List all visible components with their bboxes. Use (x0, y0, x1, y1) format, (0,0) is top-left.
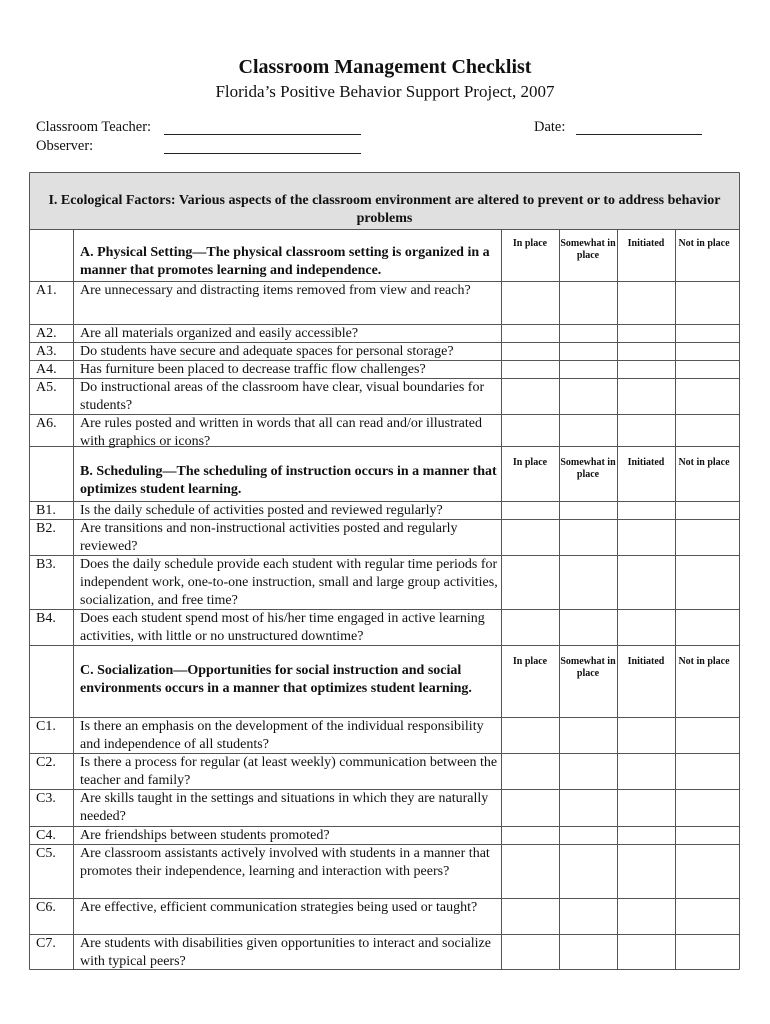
rating-column-header: In place (512, 457, 548, 468)
rating-cell[interactable] (618, 718, 675, 753)
rating-column-header: In place (512, 656, 548, 667)
item-question: Are transitions and non-instructional activities posted and regularly reviewed? (80, 521, 458, 554)
rating-cell[interactable] (560, 520, 617, 555)
rating-cell[interactable] (676, 718, 740, 753)
observer-label: Observer: (36, 138, 94, 154)
item-question: Are effective, efficient communication strategies being used or taught? (80, 900, 478, 915)
rating-cell[interactable] (560, 610, 617, 645)
teacher-label: Classroom Teacher: (36, 119, 152, 135)
rating-cell[interactable] (676, 282, 740, 324)
teacher-line[interactable] (164, 134, 361, 135)
item-question: Is there an emphasis on the development of the individual responsibility and independence of all students? (80, 719, 484, 752)
rating-column-header: Not in place (678, 656, 730, 667)
rating-cell[interactable] (618, 361, 675, 378)
rating-cell[interactable] (676, 520, 740, 555)
item-code: C1. (36, 719, 56, 734)
rating-cell[interactable] (676, 343, 740, 360)
rating-column-header: Initiated (627, 457, 665, 468)
rating-cell[interactable] (560, 790, 617, 826)
rating-cell[interactable] (560, 754, 617, 789)
rating-column-header: Initiated (627, 656, 665, 667)
item-code: A3. (36, 344, 57, 359)
page-subtitle: Florida’s Positive Behavior Support Project, 2007 (215, 82, 555, 101)
date-label: Date: (534, 119, 566, 135)
item-question: Are unnecessary and distracting items removed from view and reach? (80, 283, 471, 298)
rating-cell[interactable] (618, 827, 675, 844)
rating-cell[interactable] (502, 845, 559, 898)
item-question: Does each student spend most of his/her time engaged in active learning activities, with little or no unstructured downtime? (80, 611, 485, 644)
rating-cell[interactable] (502, 415, 559, 446)
rating-cell[interactable] (502, 520, 559, 555)
item-code: C7. (36, 936, 56, 951)
rating-column-header: Not in place (678, 457, 730, 468)
checklist-table (29, 172, 740, 970)
rating-cell[interactable] (618, 379, 675, 414)
rating-cell[interactable] (618, 935, 675, 970)
rating-cell[interactable] (502, 610, 559, 645)
banner-text: I. Ecological Factors: Various aspects of the classroom environment are altered to prevent or to address behavior problems (48, 193, 721, 226)
observer-line[interactable] (164, 153, 361, 154)
rating-cell[interactable] (676, 361, 740, 378)
rating-cell[interactable] (618, 520, 675, 555)
rating-cell[interactable] (560, 379, 617, 414)
page-title: Classroom Management Checklist (238, 56, 532, 78)
item-code: C3. (36, 791, 56, 806)
rating-cell[interactable] (618, 415, 675, 446)
rating-cell[interactable] (676, 754, 740, 789)
rating-column-header: Somewhat in place (560, 457, 616, 480)
rating-column-header: Somewhat in place (560, 238, 616, 261)
rating-cell[interactable] (502, 325, 559, 342)
rating-cell[interactable] (502, 718, 559, 753)
item-code: A1. (36, 283, 57, 298)
item-code: A4. (36, 362, 57, 377)
rating-cell[interactable] (560, 361, 617, 378)
item-question: Is there a process for regular (at least weekly) communication between the teacher and family? (80, 755, 498, 788)
rating-cell[interactable] (502, 790, 559, 826)
rating-cell[interactable] (618, 282, 675, 324)
rating-cell[interactable] (560, 502, 617, 519)
item-question: Has furniture been placed to decrease traffic flow challenges? (80, 362, 426, 377)
rating-cell[interactable] (560, 935, 617, 970)
rating-cell[interactable] (618, 556, 675, 609)
section-title[interactable]: B. Scheduling—The scheduling of instruction occurs in a manner that optimizes student learning. (80, 464, 497, 497)
item-code: C2. (36, 755, 56, 770)
rating-cell[interactable] (560, 415, 617, 446)
rating-cell[interactable] (560, 827, 617, 844)
rating-cell[interactable] (560, 325, 617, 342)
rating-cell[interactable] (676, 325, 740, 342)
rating-cell[interactable] (676, 827, 740, 844)
rating-cell[interactable] (676, 379, 740, 414)
rating-cell[interactable] (502, 935, 559, 970)
rating-cell[interactable] (502, 379, 559, 414)
rating-cell[interactable] (676, 610, 740, 645)
rating-cell[interactable] (560, 282, 617, 324)
rating-cell[interactable] (676, 935, 740, 970)
rating-cell[interactable] (618, 845, 675, 898)
rating-cell[interactable] (502, 827, 559, 844)
rating-cell[interactable] (502, 502, 559, 519)
item-question: Does the daily schedule provide each student with regular time periods for independent work, one-to-one instruction, small and large group activities, socialization, and free time? (80, 557, 498, 608)
rating-cell[interactable] (560, 718, 617, 753)
item-question: Are students with disabilities given opportunities to interact and socialize with typical peers? (80, 936, 491, 969)
rating-cell[interactable] (676, 790, 740, 826)
item-question: Are rules posted and written in words that all can read and/or illustrated with graphics or icons? (80, 416, 482, 449)
rating-cell[interactable] (676, 556, 740, 609)
rating-cell[interactable] (676, 502, 740, 519)
rating-cell[interactable] (676, 415, 740, 446)
rating-cell[interactable] (676, 845, 740, 898)
section-title[interactable]: A. Physical Setting—The physical classroom setting is organized in a manner that promotes learning and independence. (80, 245, 490, 278)
item-code: B3. (36, 557, 56, 572)
item-question: Are classroom assistants actively involved with students in a manner that promotes their independence, learning and interaction with peers? (80, 846, 490, 879)
rating-cell[interactable] (618, 325, 675, 342)
item-code: B2. (36, 521, 56, 536)
rating-column-header: Somewhat in place (560, 656, 616, 679)
rating-cell[interactable] (560, 343, 617, 360)
rating-cell[interactable] (618, 610, 675, 645)
date-line[interactable] (576, 134, 702, 135)
rating-cell[interactable] (676, 899, 740, 934)
item-question: Are friendships between students promoted? (80, 828, 330, 843)
rating-cell[interactable] (618, 754, 675, 789)
item-code: C4. (36, 828, 56, 843)
rating-cell[interactable] (618, 343, 675, 360)
item-code: A2. (36, 326, 57, 341)
item-question: Are skills taught in the settings and situations in which they are naturally needed? (80, 791, 489, 824)
section-title[interactable]: C. Socialization—Opportunities for social instruction and social environments occurs in a manner that optimizes student learning. (80, 663, 472, 696)
item-code: A5. (36, 380, 57, 395)
item-code: A6. (36, 416, 57, 431)
rating-cell[interactable] (502, 556, 559, 609)
item-question: Do students have secure and adequate spaces for personal storage? (80, 344, 454, 359)
rating-cell[interactable] (618, 899, 675, 934)
item-code: B1. (36, 503, 56, 518)
item-question: Do instructional areas of the classroom have clear, visual boundaries for students? (80, 380, 485, 413)
item-question: Is the daily schedule of activities posted and reviewed regularly? (80, 503, 443, 518)
rating-cell[interactable] (560, 899, 617, 934)
item-question: Are all materials organized and easily accessible? (80, 326, 359, 341)
rating-cell[interactable] (560, 845, 617, 898)
rating-cell[interactable] (502, 899, 559, 934)
rating-column-header: Initiated (627, 238, 665, 249)
rating-column-header: In place (512, 238, 548, 249)
rating-cell[interactable] (502, 343, 559, 360)
rating-cell[interactable] (502, 361, 559, 378)
item-code: C5. (36, 846, 56, 861)
rating-cell[interactable] (618, 790, 675, 826)
item-code: B4. (36, 611, 56, 626)
rating-cell[interactable] (618, 502, 675, 519)
item-code: C6. (36, 900, 56, 915)
rating-cell[interactable] (502, 754, 559, 789)
rating-column-header: Not in place (678, 238, 730, 249)
rating-cell[interactable] (502, 282, 559, 324)
rating-cell[interactable] (560, 556, 617, 609)
